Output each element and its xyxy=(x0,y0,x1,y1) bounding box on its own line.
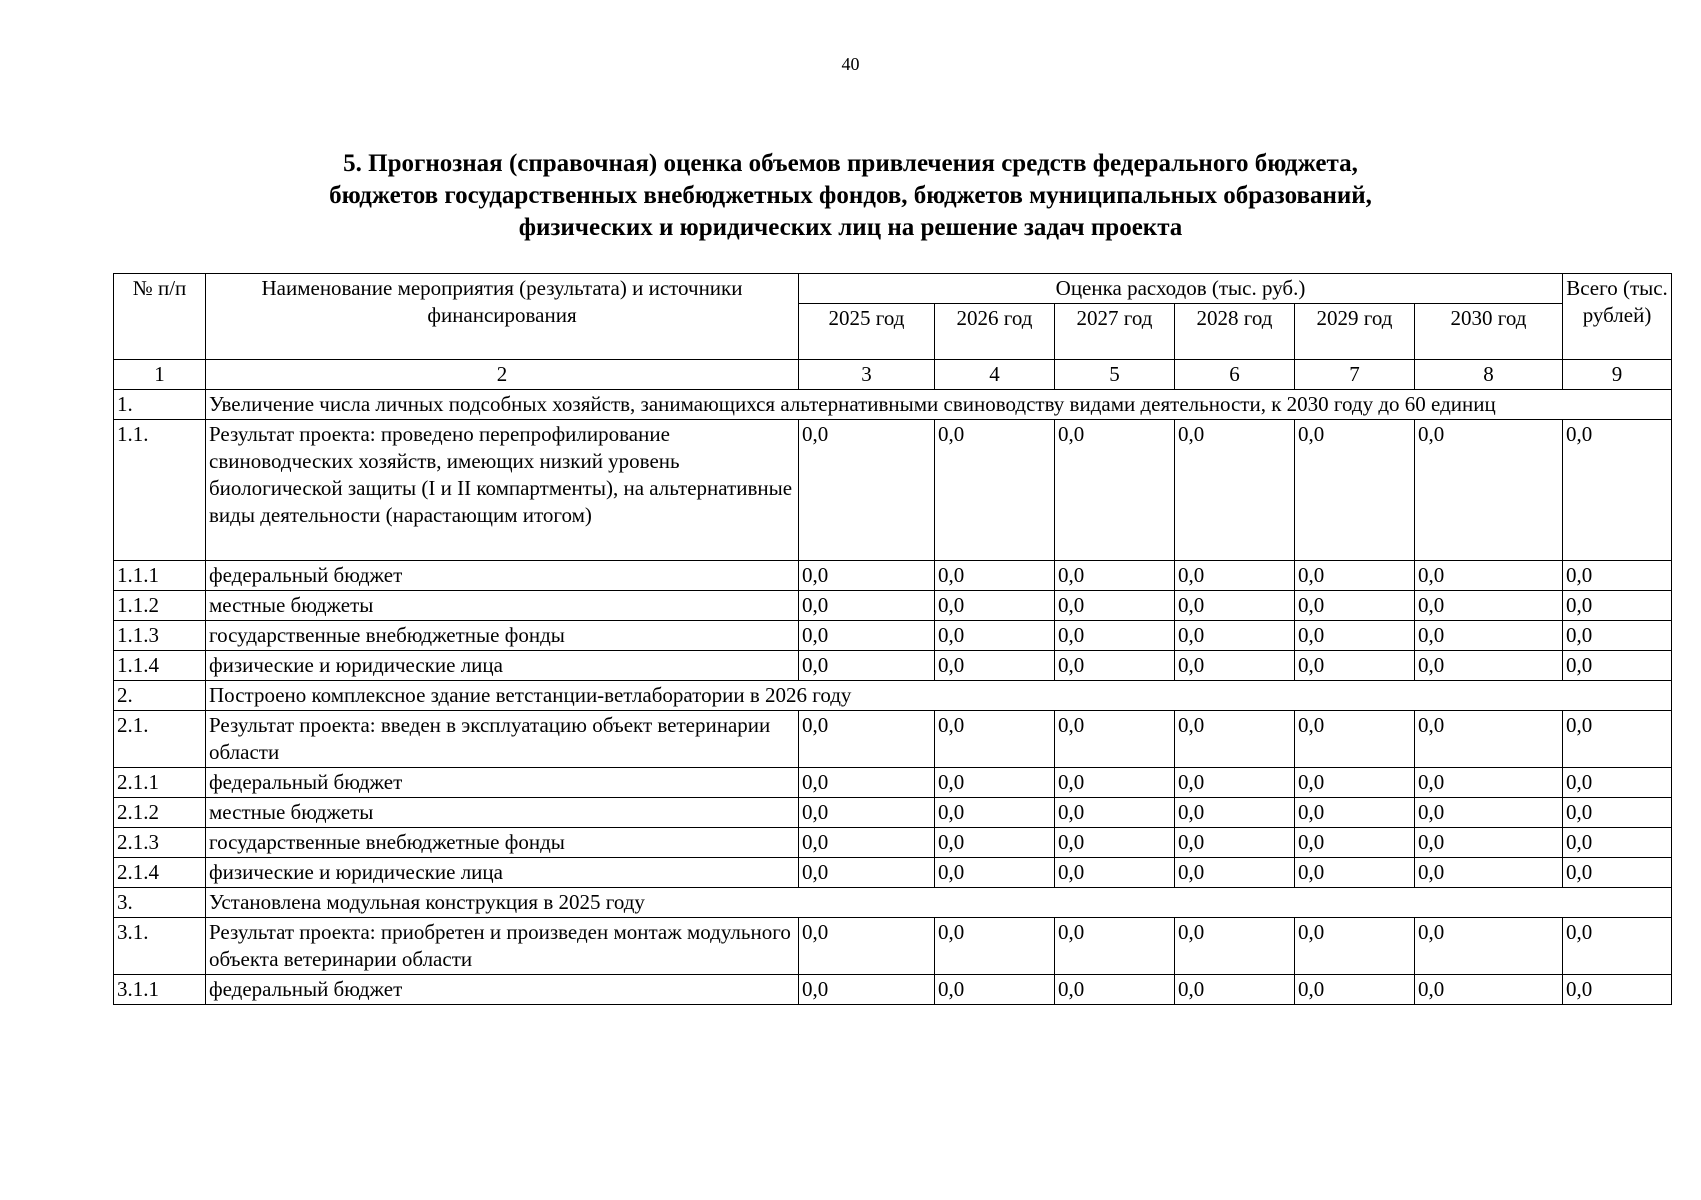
value-cell: 0,0 xyxy=(1055,420,1175,561)
column-index: 1 xyxy=(114,360,206,390)
total-cell: 0,0 xyxy=(1563,591,1672,621)
value-cell: 0,0 xyxy=(799,651,935,681)
result-row xyxy=(114,711,1672,768)
value-cell: 0,0 xyxy=(1175,768,1295,798)
header-name: Наименование мероприятия (результата) и источники финансирования xyxy=(206,274,799,360)
section-title: Установлена модульная конструкция в 2025 году xyxy=(206,888,1672,918)
value-cell: 0,0 xyxy=(1415,918,1563,975)
value-cell: 0,0 xyxy=(1295,975,1415,1005)
column-index: 9 xyxy=(1563,360,1672,390)
row-label: государственные внебюджетные фонды xyxy=(206,828,799,858)
table-body xyxy=(114,390,1672,1005)
value-cell: 0,0 xyxy=(1055,798,1175,828)
total-cell: 0,0 xyxy=(1563,420,1672,561)
value-cell: 0,0 xyxy=(1175,975,1295,1005)
value-cell: 0,0 xyxy=(1295,918,1415,975)
column-index: 7 xyxy=(1295,360,1415,390)
total-cell: 0,0 xyxy=(1563,918,1672,975)
header-total: Всего (тыс. рублей) xyxy=(1563,274,1672,360)
total-cell: 0,0 xyxy=(1563,798,1672,828)
row-label: Результат проекта: проведено перепрофилирование свиноводческих хозяйств, имеющих низкий уровень биологической защиты (I и II компартменты), на альтернативные виды деятельности (нарастающим итогом) xyxy=(206,420,799,561)
value-cell: 0,0 xyxy=(1175,621,1295,651)
value-cell: 0,0 xyxy=(935,561,1055,591)
row-number: 2.1.2 xyxy=(114,798,206,828)
value-cell: 0,0 xyxy=(1295,621,1415,651)
value-cell: 0,0 xyxy=(1055,711,1175,768)
row-label: Результат проекта: введен в эксплуатацию объект ветеринарии области xyxy=(206,711,799,768)
row-label: федеральный бюджет xyxy=(206,768,799,798)
value-cell: 0,0 xyxy=(799,918,935,975)
value-cell: 0,0 xyxy=(1175,918,1295,975)
row-number: 2. xyxy=(114,681,206,711)
header-year: 2030 год xyxy=(1415,304,1563,360)
row-number: 2.1. xyxy=(114,711,206,768)
header-num: № п/п xyxy=(114,274,206,360)
page-number: 40 xyxy=(841,54,860,74)
value-cell: 0,0 xyxy=(1415,798,1563,828)
value-cell: 0,0 xyxy=(1055,918,1175,975)
table-row xyxy=(114,651,1672,681)
title-line-2: бюджетов государственных внебюджетных фондов, бюджетов муниципальных образований, xyxy=(329,182,1372,209)
row-number: 1.1.4 xyxy=(114,651,206,681)
value-cell: 0,0 xyxy=(1175,798,1295,828)
column-index: 8 xyxy=(1415,360,1563,390)
value-cell: 0,0 xyxy=(1055,975,1175,1005)
row-label: физические и юридические лица xyxy=(206,651,799,681)
total-cell: 0,0 xyxy=(1563,828,1672,858)
section-title: Построено комплексное здание ветстанции-ветлаборатории в 2026 году xyxy=(206,681,1672,711)
total-cell: 0,0 xyxy=(1563,768,1672,798)
row-number: 2.1.3 xyxy=(114,828,206,858)
row-label: государственные внебюджетные фонды xyxy=(206,621,799,651)
value-cell: 0,0 xyxy=(1415,591,1563,621)
table-row xyxy=(114,768,1672,798)
value-cell: 0,0 xyxy=(1175,651,1295,681)
value-cell: 0,0 xyxy=(1295,591,1415,621)
value-cell: 0,0 xyxy=(1415,828,1563,858)
result-row xyxy=(114,918,1672,975)
value-cell: 0,0 xyxy=(1175,828,1295,858)
value-cell: 0,0 xyxy=(799,561,935,591)
forecast-table xyxy=(113,273,1672,1005)
value-cell: 0,0 xyxy=(1295,858,1415,888)
total-cell: 0,0 xyxy=(1563,561,1672,591)
section-row xyxy=(114,888,1672,918)
table-row xyxy=(114,621,1672,651)
header-year: 2027 год xyxy=(1055,304,1175,360)
row-number: 2.1.1 xyxy=(114,768,206,798)
title-line-1: 5. Прогнозная (справочная) оценка объемов привлечения средств федерального бюджета, xyxy=(343,150,1358,177)
value-cell: 0,0 xyxy=(799,711,935,768)
value-cell: 0,0 xyxy=(1415,768,1563,798)
value-cell: 0,0 xyxy=(935,651,1055,681)
total-cell: 0,0 xyxy=(1563,711,1672,768)
value-cell: 0,0 xyxy=(1175,591,1295,621)
value-cell: 0,0 xyxy=(1295,768,1415,798)
row-number: 1.1.2 xyxy=(114,591,206,621)
value-cell: 0,0 xyxy=(935,858,1055,888)
header-year: 2025 год xyxy=(799,304,935,360)
table-row xyxy=(114,561,1672,591)
column-index: 2 xyxy=(206,360,799,390)
value-cell: 0,0 xyxy=(1175,561,1295,591)
value-cell: 0,0 xyxy=(1295,711,1415,768)
value-cell: 0,0 xyxy=(1175,711,1295,768)
value-cell: 0,0 xyxy=(1295,420,1415,561)
value-cell: 0,0 xyxy=(935,828,1055,858)
value-cell: 0,0 xyxy=(1415,420,1563,561)
document-title xyxy=(0,148,1701,244)
header-year: 2026 год xyxy=(935,304,1055,360)
row-number: 1.1.3 xyxy=(114,621,206,651)
value-cell: 0,0 xyxy=(1055,561,1175,591)
row-label: местные бюджеты xyxy=(206,591,799,621)
section-row xyxy=(114,390,1672,420)
value-cell: 0,0 xyxy=(799,798,935,828)
header-estimate: Оценка расходов (тыс. руб.) xyxy=(799,274,1563,304)
value-cell: 0,0 xyxy=(1055,651,1175,681)
value-cell: 0,0 xyxy=(1415,651,1563,681)
total-cell: 0,0 xyxy=(1563,975,1672,1005)
column-index: 4 xyxy=(935,360,1055,390)
value-cell: 0,0 xyxy=(799,591,935,621)
total-cell: 0,0 xyxy=(1563,621,1672,651)
row-number: 3.1.1 xyxy=(114,975,206,1005)
value-cell: 0,0 xyxy=(1055,858,1175,888)
table-row xyxy=(114,798,1672,828)
row-number: 2.1.4 xyxy=(114,858,206,888)
value-cell: 0,0 xyxy=(1415,975,1563,1005)
value-cell: 0,0 xyxy=(799,858,935,888)
total-cell: 0,0 xyxy=(1563,858,1672,888)
result-row xyxy=(114,420,1672,561)
row-label: физические и юридические лица xyxy=(206,858,799,888)
header-year: 2029 год xyxy=(1295,304,1415,360)
row-label: Результат проекта: приобретен и произведен монтаж модульного объекта ветеринарии области xyxy=(206,918,799,975)
value-cell: 0,0 xyxy=(935,711,1055,768)
total-cell: 0,0 xyxy=(1563,651,1672,681)
value-cell: 0,0 xyxy=(1295,561,1415,591)
section-title: Увеличение числа личных подсобных хозяйств, занимающихся альтернативными свиноводству видами деятельности, к 2030 году до 60 единиц xyxy=(206,390,1672,420)
value-cell: 0,0 xyxy=(1055,591,1175,621)
value-cell: 0,0 xyxy=(1175,420,1295,561)
section-row xyxy=(114,681,1672,711)
value-cell: 0,0 xyxy=(935,768,1055,798)
column-index: 3 xyxy=(799,360,935,390)
value-cell: 0,0 xyxy=(935,591,1055,621)
value-cell: 0,0 xyxy=(1055,768,1175,798)
value-cell: 0,0 xyxy=(1415,561,1563,591)
title-line-3: физических и юридических лиц на решение задач проекта xyxy=(518,214,1183,241)
row-number: 3.1. xyxy=(114,918,206,975)
value-cell: 0,0 xyxy=(799,975,935,1005)
value-cell: 0,0 xyxy=(1175,858,1295,888)
value-cell: 0,0 xyxy=(1415,711,1563,768)
row-label: федеральный бюджет xyxy=(206,561,799,591)
value-cell: 0,0 xyxy=(799,621,935,651)
value-cell: 0,0 xyxy=(1055,828,1175,858)
row-number: 3. xyxy=(114,888,206,918)
table-row xyxy=(114,591,1672,621)
table-row xyxy=(114,858,1672,888)
value-cell: 0,0 xyxy=(799,420,935,561)
value-cell: 0,0 xyxy=(1415,858,1563,888)
table-row xyxy=(114,975,1672,1005)
value-cell: 0,0 xyxy=(799,828,935,858)
column-index: 5 xyxy=(1055,360,1175,390)
value-cell: 0,0 xyxy=(1295,828,1415,858)
value-cell: 0,0 xyxy=(799,768,935,798)
row-number: 1.1.1 xyxy=(114,561,206,591)
value-cell: 0,0 xyxy=(1055,621,1175,651)
row-label: федеральный бюджет xyxy=(206,975,799,1005)
value-cell: 0,0 xyxy=(935,798,1055,828)
value-cell: 0,0 xyxy=(935,420,1055,561)
value-cell: 0,0 xyxy=(1295,798,1415,828)
row-number: 1. xyxy=(114,390,206,420)
column-index: 6 xyxy=(1175,360,1295,390)
value-cell: 0,0 xyxy=(935,918,1055,975)
value-cell: 0,0 xyxy=(935,975,1055,1005)
row-label: местные бюджеты xyxy=(206,798,799,828)
value-cell: 0,0 xyxy=(1415,621,1563,651)
row-number: 1.1. xyxy=(114,420,206,561)
value-cell: 0,0 xyxy=(935,621,1055,651)
table-row xyxy=(114,828,1672,858)
header-year: 2028 год xyxy=(1175,304,1295,360)
value-cell: 0,0 xyxy=(1295,651,1415,681)
